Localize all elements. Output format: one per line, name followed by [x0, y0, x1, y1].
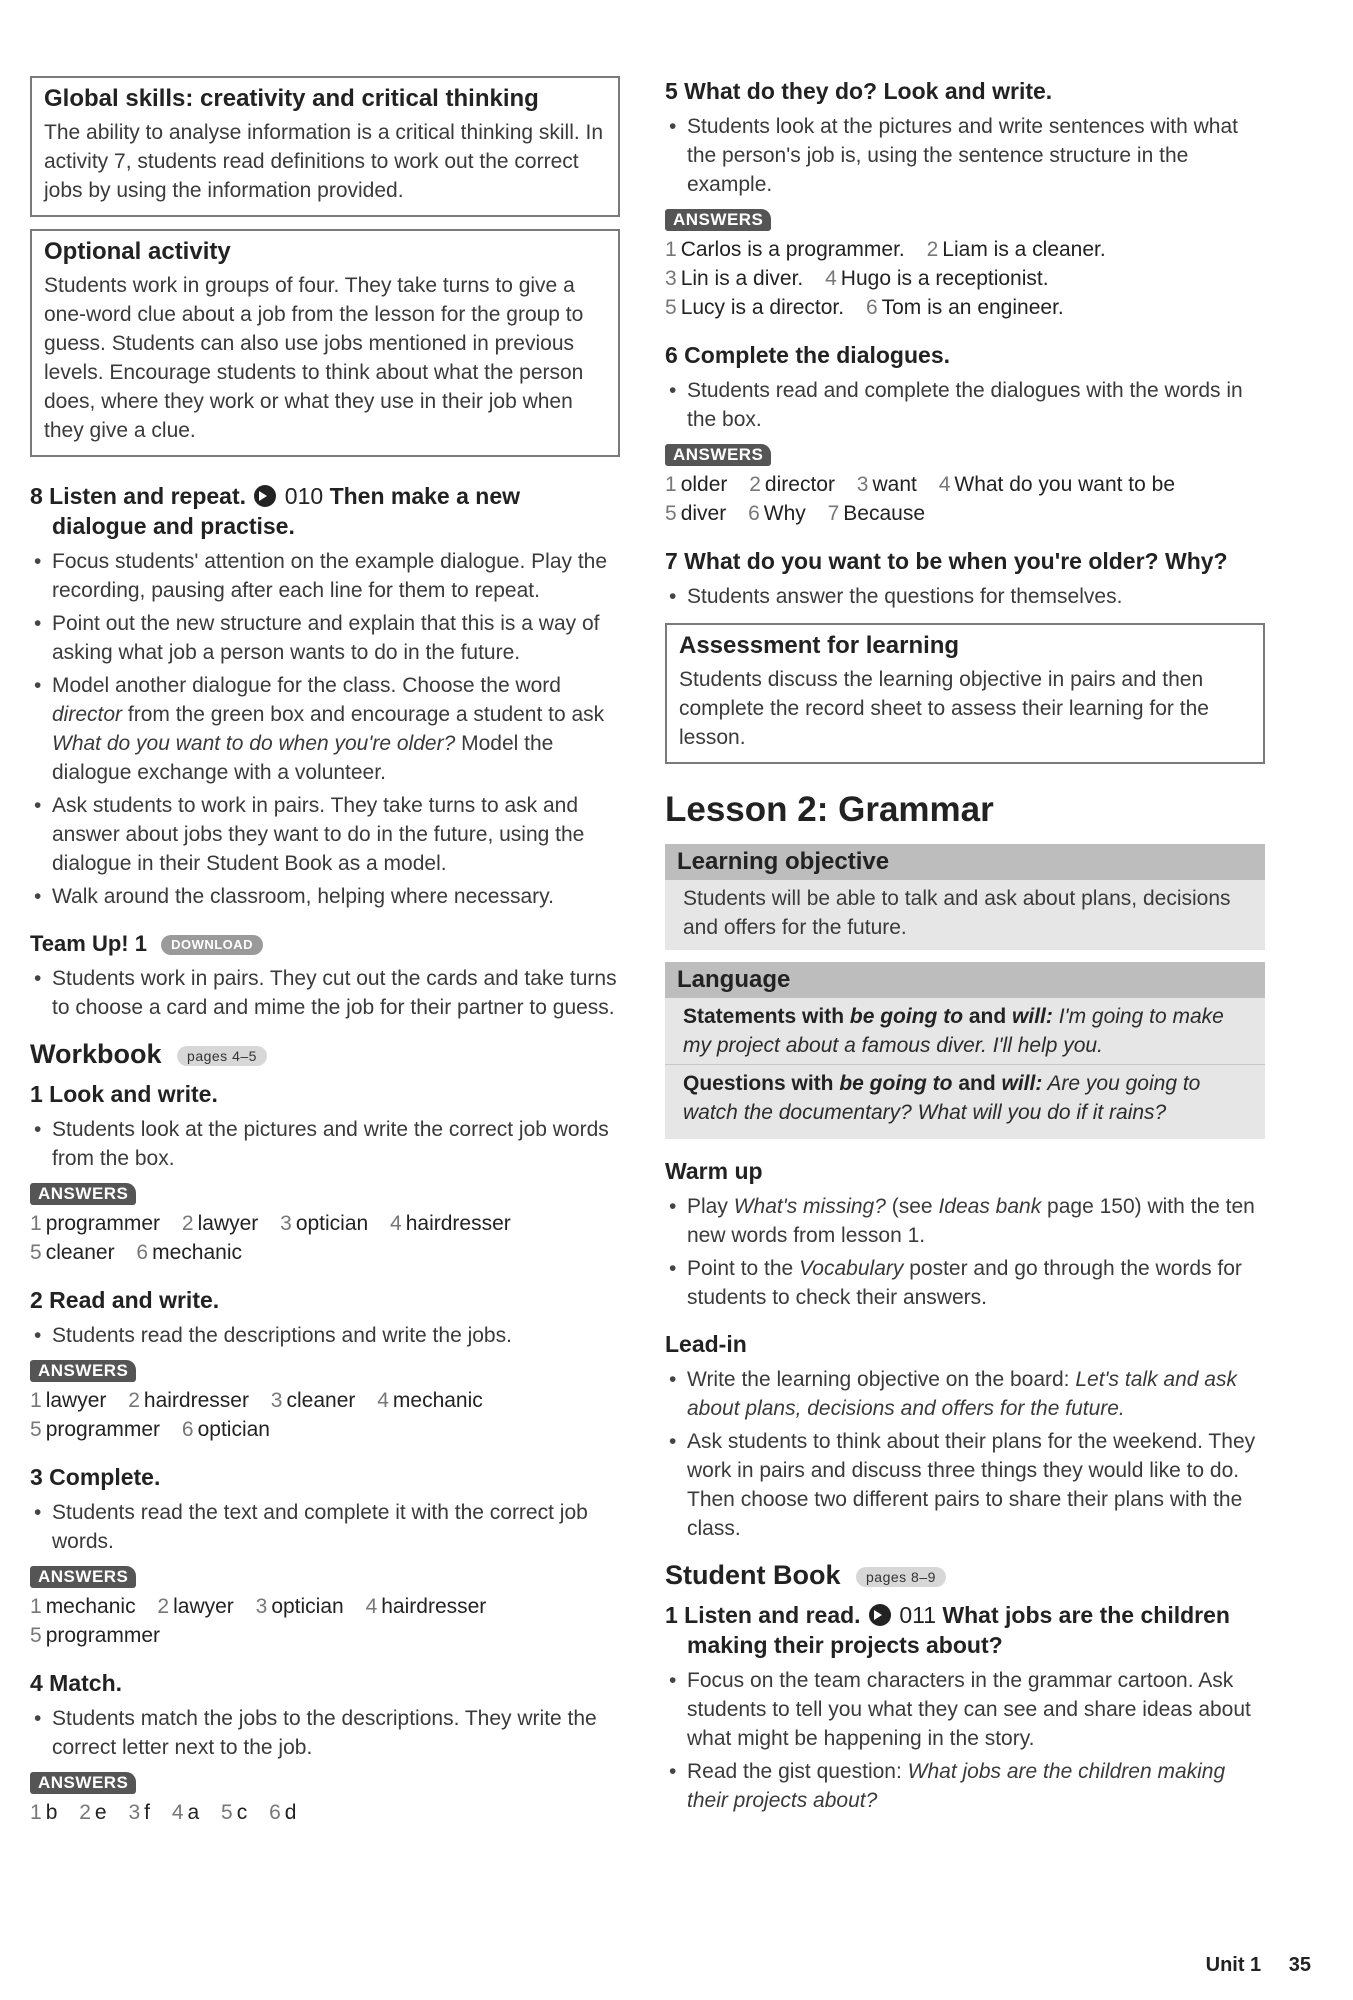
bullet-italic: director	[52, 703, 123, 726]
answer-row	[665, 499, 1265, 528]
answer-item	[366, 1595, 487, 1618]
workbook-activity-4-title: 4 Match.	[30, 1670, 123, 1696]
answer-item	[749, 473, 835, 496]
language-statements	[665, 998, 1265, 1064]
download-badge[interactable]: DOWNLOAD	[161, 935, 263, 955]
answer-row	[665, 235, 1265, 264]
bullet-italic: Let's talk and ask about plans, decisions and offers for the future.	[687, 1368, 1237, 1420]
answer-item	[221, 1801, 247, 1824]
answer-number: 6	[136, 1241, 149, 1264]
answer-text: older	[680, 473, 728, 496]
answer-number: 3	[255, 1595, 268, 1618]
bullet-item: • Students match the jobs to the descriptions. They write the correct letter next to the job.	[30, 1704, 620, 1762]
optional-activity-title: Optional activity	[44, 238, 231, 265]
answer-row	[30, 1592, 620, 1621]
bullet-text: (see	[885, 1195, 939, 1218]
bullet-item	[665, 1365, 1265, 1423]
answer-text: programmer	[45, 1212, 161, 1235]
answer-text: hairdresser	[405, 1212, 511, 1235]
language-title: Language	[665, 962, 1265, 998]
optional-activity-box	[30, 229, 620, 457]
answer-text: director	[764, 473, 835, 496]
activity-8-track: 010	[284, 483, 324, 509]
answer-row	[30, 1386, 620, 1415]
answer-number: 3	[856, 473, 869, 496]
bullet-item: • Ask students to think about their plans for the weekend. They work in pairs and discuss three things they would like to do. Then choose two different pairs to share their plans with the class.	[665, 1427, 1265, 1543]
answer-number: 4	[377, 1389, 389, 1412]
answer-text: lawyer	[173, 1595, 234, 1618]
activity-6	[665, 340, 1265, 528]
answer-text: Tom is an engineer.	[881, 296, 1064, 319]
right-column	[665, 76, 1265, 1819]
lang-head-text: and	[952, 1072, 1002, 1095]
answer-number: 5	[665, 502, 677, 525]
student-book-pages-badge: pages 8–9	[856, 1567, 946, 1587]
bullet-text: Play	[687, 1195, 734, 1218]
answer-row	[30, 1415, 620, 1444]
answer-item	[30, 1241, 115, 1264]
answer-number: 3	[665, 267, 677, 290]
sb-title-b: What jobs are the children making their projects about?	[687, 1602, 1230, 1658]
bullet-text: Model the dialogue exchange with a volunteer.	[52, 732, 554, 784]
bullet-item: • Students look at the pictures and write the correct job words from the box.	[30, 1115, 620, 1173]
answer-item	[866, 296, 1064, 319]
answers-badge: ANSWERS	[665, 209, 771, 231]
bullet-list	[665, 376, 1265, 434]
answer-text: lawyer	[197, 1212, 259, 1235]
answer-text: hairdresser	[143, 1389, 249, 1412]
answer-item	[172, 1801, 199, 1824]
answer-item	[182, 1212, 258, 1235]
audio-icon	[869, 1604, 891, 1626]
answer-number: 6	[269, 1801, 281, 1824]
answer-item	[79, 1801, 106, 1824]
workbook-heading	[30, 1040, 620, 1069]
answer-number: 2	[926, 238, 939, 261]
activity-6-title: 6 Complete the dialogues.	[665, 342, 950, 368]
answer-number: 4	[825, 267, 837, 290]
workbook-title: Workbook	[30, 1039, 162, 1069]
answer-item	[30, 1595, 136, 1618]
lang-head-text: Statements with	[683, 1005, 850, 1028]
answer-item	[30, 1801, 57, 1824]
answer-number: 4	[365, 1595, 378, 1618]
answer-text: Why	[763, 502, 806, 525]
warm-up-section	[665, 1157, 1265, 1312]
answers-badge: ANSWERS	[30, 1360, 136, 1382]
answer-number: 5	[30, 1418, 42, 1441]
workbook-activity-3-title: 3 Complete.	[30, 1464, 161, 1490]
activity-8-title-a: 8 Listen and repeat.	[30, 483, 247, 509]
workbook-section	[30, 1040, 620, 1827]
page-number: 35	[1288, 1954, 1311, 1976]
lang-head	[683, 1072, 1042, 1095]
bullet-list	[665, 1666, 1265, 1815]
answer-number: 4	[171, 1801, 184, 1824]
answer-item	[182, 1418, 270, 1441]
answer-number: 1	[30, 1389, 42, 1412]
bullet-item: • Walk around the classroom, helping where necessary.	[30, 882, 620, 911]
answer-item	[280, 1212, 368, 1235]
answer-item	[665, 473, 727, 496]
lang-head-text: Questions with	[683, 1072, 840, 1095]
answer-text: e	[94, 1801, 107, 1824]
page-footer	[1184, 1951, 1311, 1980]
team-up-bullets	[30, 964, 620, 1022]
bullet-text: poster and go through the words for students to check their answers.	[687, 1257, 1242, 1309]
bullet-list	[665, 1192, 1265, 1312]
lang-head-italic: will:	[1012, 1005, 1053, 1028]
answer-number: 1	[30, 1801, 42, 1824]
answer-item	[665, 267, 803, 290]
answer-row	[30, 1621, 620, 1650]
answer-text: f	[144, 1801, 150, 1824]
bullet-text: Write the learning objective on the board:	[687, 1368, 1076, 1391]
assessment-box	[665, 623, 1265, 764]
answer-item	[256, 1595, 344, 1618]
answer-text: mechanic	[392, 1389, 483, 1412]
answer-text: mechanic	[45, 1595, 136, 1618]
assessment-text: Students discuss the learning objective in pairs and then complete the record sheet to assess their learning for the lesson.	[679, 668, 1209, 749]
bullet-italic: Vocabulary	[799, 1257, 904, 1280]
answer-item	[377, 1389, 483, 1412]
bullet-list	[30, 1115, 620, 1173]
answer-text: cleaner	[45, 1241, 115, 1264]
bullet-item: • Students read the descriptions and write the jobs.	[30, 1321, 620, 1350]
workbook-activity-2-title: 2 Read and write.	[30, 1287, 220, 1313]
lang-head-italic: will:	[1001, 1072, 1043, 1095]
answer-number: 2	[79, 1801, 91, 1824]
answer-item	[30, 1624, 160, 1647]
answer-text: optician	[295, 1212, 369, 1235]
answer-item	[30, 1418, 160, 1441]
answer-number: 2	[749, 473, 761, 496]
answer-text: optician	[271, 1595, 344, 1618]
activity-7-title: 7 What do you want to be when you're older? Why?	[665, 548, 1228, 574]
sb-title-a: 1 Listen and read.	[665, 1602, 861, 1628]
lang-example: Are you going to watch the documentary? What will you do if it rains?	[683, 1072, 1201, 1124]
learning-objective-title: Learning objective	[665, 844, 1265, 880]
answer-item	[136, 1241, 242, 1264]
activity-8-title-b: Then make a new dialogue and practise.	[52, 483, 521, 539]
unit-label: Unit 1	[1205, 1954, 1262, 1976]
lang-example: I'm going to make my project about a famous diver. I'll help you.	[683, 1005, 1224, 1057]
answer-item	[665, 238, 905, 261]
answer-item	[748, 502, 806, 525]
student-book-heading	[665, 1561, 1265, 1590]
answer-number: 3	[128, 1801, 141, 1824]
bullet-list	[665, 112, 1265, 199]
warm-up-title: Warm up	[665, 1158, 763, 1184]
answer-number: 6	[181, 1418, 194, 1441]
workbook-activity-3	[30, 1462, 620, 1650]
bullet-item	[665, 1254, 1265, 1312]
lang-head-italic: be going to	[849, 1005, 964, 1028]
language-box	[665, 962, 1265, 1139]
audio-icon	[254, 485, 276, 507]
bullet-list	[30, 1321, 620, 1350]
learning-objective-text: Students will be able to talk and ask about plans, decisions and offers for the future.	[683, 887, 1231, 939]
bullet-item: • Students read the text and complete it with the correct job words.	[30, 1498, 620, 1556]
answer-number: 6	[865, 296, 878, 319]
lang-head-italic: be going to	[839, 1072, 953, 1095]
bullet-item: • Students look at the pictures and write sentences with what the person's job is, using the sentence structure in the example.	[665, 112, 1265, 199]
global-skills-title: Global skills: creativity and critical thinking	[44, 85, 539, 112]
answer-item	[390, 1212, 511, 1235]
student-book-activity-1-title	[665, 1600, 1265, 1660]
answer-number: 5	[30, 1241, 42, 1264]
workbook-activity-1	[30, 1079, 620, 1267]
answer-text: d	[284, 1801, 297, 1824]
learning-objective-box	[665, 844, 1265, 950]
global-skills-box	[30, 76, 620, 217]
answer-number: 6	[748, 502, 760, 525]
activity-8-title	[30, 481, 620, 541]
answer-number: 3	[280, 1212, 292, 1235]
bullet-text: Read the gist question:	[687, 1760, 908, 1783]
answer-number: 5	[665, 296, 677, 319]
answers-badge: ANSWERS	[30, 1566, 136, 1588]
answer-text: Lin is a diver.	[680, 267, 804, 290]
bullet-item: • Students answer the questions for themselves.	[665, 582, 1265, 611]
student-book-title: Student Book	[665, 1560, 841, 1590]
answer-text: What do you want to be	[954, 473, 1176, 496]
bullet-item: • Focus on the team characters in the grammar cartoon. Ask students to tell you what they can see and share ideas about what might be happening in the story.	[665, 1666, 1265, 1753]
answer-item	[828, 502, 925, 525]
answer-number: 1	[665, 473, 677, 496]
answer-item	[30, 1389, 106, 1412]
team-up-heading	[30, 929, 620, 958]
assessment-title: Assessment for learning	[679, 632, 960, 659]
bullet-item: • Focus students' attention on the example dialogue. Play the recording, pausing after each line for them to repeat.	[30, 547, 620, 605]
lead-in-title: Lead-in	[665, 1331, 747, 1357]
answer-row	[30, 1209, 620, 1238]
answer-item	[939, 473, 1175, 496]
answer-text: programmer	[45, 1624, 161, 1647]
answer-row	[665, 470, 1265, 499]
answer-item	[825, 267, 1048, 290]
workbook-activity-4	[30, 1668, 620, 1827]
activity-8	[30, 481, 620, 911]
answer-item	[271, 1389, 356, 1412]
answer-item	[927, 238, 1106, 261]
bullet-text: Model another dialogue for the class. Choose the word	[52, 674, 561, 697]
bullet-text: Point to the	[687, 1257, 800, 1280]
bullet-italic: What do you want to do when you're older?	[52, 732, 456, 755]
answer-text: Lucy is a director.	[680, 296, 845, 319]
answer-number: 1	[30, 1595, 42, 1618]
activity-5-title: 5 What do they do? Look and write.	[665, 78, 1053, 104]
answer-text: b	[45, 1801, 58, 1824]
answer-number: 2	[181, 1212, 194, 1235]
answer-text: Because	[843, 502, 926, 525]
optional-activity-text: Students work in groups of four. They take turns to give a one-word clue about a job from the lesson for the group to guess. Students can also use jobs mentioned in previous levels. Encourage students to think about what the person does, where they work or what they use in their job when they give a clue.	[44, 274, 584, 442]
answer-text: Hugo is a receptionist.	[840, 267, 1049, 290]
answer-row	[30, 1798, 620, 1827]
answers-badge: ANSWERS	[30, 1183, 136, 1205]
sb-track: 011	[899, 1602, 937, 1628]
lang-head-text: and	[963, 1005, 1013, 1028]
answer-number: 2	[157, 1595, 170, 1618]
answer-item	[128, 1389, 249, 1412]
bullet-item	[30, 671, 620, 787]
bullet-list	[665, 1365, 1265, 1543]
bullet-item	[665, 1192, 1265, 1250]
bullet-item: • Students read and complete the dialogues with the words in the box.	[665, 376, 1265, 434]
activity-8-bullets	[30, 547, 620, 911]
answer-text: c	[236, 1801, 248, 1824]
bullet-italic: Ideas bank	[938, 1195, 1042, 1218]
bullet-item: • Students work in pairs. They cut out the cards and take turns to choose a card and mime the job for their partner to guess.	[30, 964, 620, 1022]
bullet-list	[30, 1498, 620, 1556]
lang-head	[683, 1005, 1053, 1028]
answer-text: optician	[197, 1418, 270, 1441]
team-up-section	[30, 929, 620, 1022]
answer-number: 1	[665, 238, 677, 261]
workbook-pages-badge: pages 4–5	[177, 1046, 267, 1066]
activity-7	[665, 546, 1265, 611]
answer-text: Liam is a cleaner.	[942, 238, 1106, 261]
answer-row	[665, 293, 1265, 322]
bullet-text: page 150) with the ten new words from lesson 1.	[687, 1195, 1255, 1247]
answer-text: a	[187, 1801, 200, 1824]
left-column	[30, 76, 620, 1845]
bullet-italic: What's missing?	[733, 1195, 886, 1218]
answer-text: diver	[680, 502, 727, 525]
answer-number: 4	[938, 473, 951, 496]
answers-badge: ANSWERS	[665, 444, 771, 466]
answer-text: programmer	[45, 1418, 161, 1441]
lesson-title: Lesson 2: Grammar	[665, 790, 994, 829]
workbook-activity-1-title: 1 Look and write.	[30, 1081, 218, 1107]
answer-number: 3	[270, 1389, 283, 1412]
answer-item	[665, 296, 844, 319]
team-up-title: Team Up! 1	[30, 931, 147, 956]
answer-number: 5	[221, 1801, 233, 1824]
answer-item	[157, 1595, 233, 1618]
answer-number: 1	[30, 1212, 42, 1235]
bullet-text: from the green box and encourage a student to ask	[122, 703, 605, 726]
answers-badge: ANSWERS	[30, 1772, 136, 1794]
answer-text: want	[872, 473, 917, 496]
global-skills-text: The ability to analyse information is a critical thinking skill. In activity 7, students read definitions to work out the correct jobs by using the information provided.	[44, 121, 604, 202]
activity-5	[665, 76, 1265, 322]
workbook-activity-2	[30, 1285, 620, 1444]
answer-number: 4	[390, 1212, 402, 1235]
answer-number: 2	[128, 1389, 140, 1412]
student-book-section	[665, 1561, 1265, 1815]
bullet-list	[30, 1704, 620, 1762]
bullet-item	[665, 1757, 1265, 1815]
answer-row	[30, 1238, 620, 1267]
answer-text: lawyer	[45, 1389, 107, 1412]
bullet-item: • Ask students to work in pairs. They take turns to ask and answer about jobs they want to do in the future, using the dialogue in their Student Book as a model.	[30, 791, 620, 878]
answer-item	[269, 1801, 296, 1824]
answer-item	[128, 1801, 150, 1824]
bullet-italic: What jobs are the children making their projects about?	[687, 1760, 1226, 1812]
answer-text: hairdresser	[381, 1595, 487, 1618]
bullet-item: • Point out the new structure and explain that this is a way of asking what job a person wants to do in the future.	[30, 609, 620, 667]
answer-number: 7	[827, 502, 840, 525]
answer-number: 5	[30, 1624, 42, 1647]
answer-row	[665, 264, 1265, 293]
answer-item	[30, 1212, 160, 1235]
lead-in-section	[665, 1330, 1265, 1543]
answer-item	[857, 473, 917, 496]
answer-text: mechanic	[152, 1241, 242, 1264]
answer-text: Carlos is a programmer.	[680, 238, 905, 261]
bullet-list	[665, 582, 1265, 611]
language-questions	[665, 1064, 1265, 1131]
answer-item	[665, 502, 726, 525]
answer-text: cleaner	[286, 1389, 356, 1412]
